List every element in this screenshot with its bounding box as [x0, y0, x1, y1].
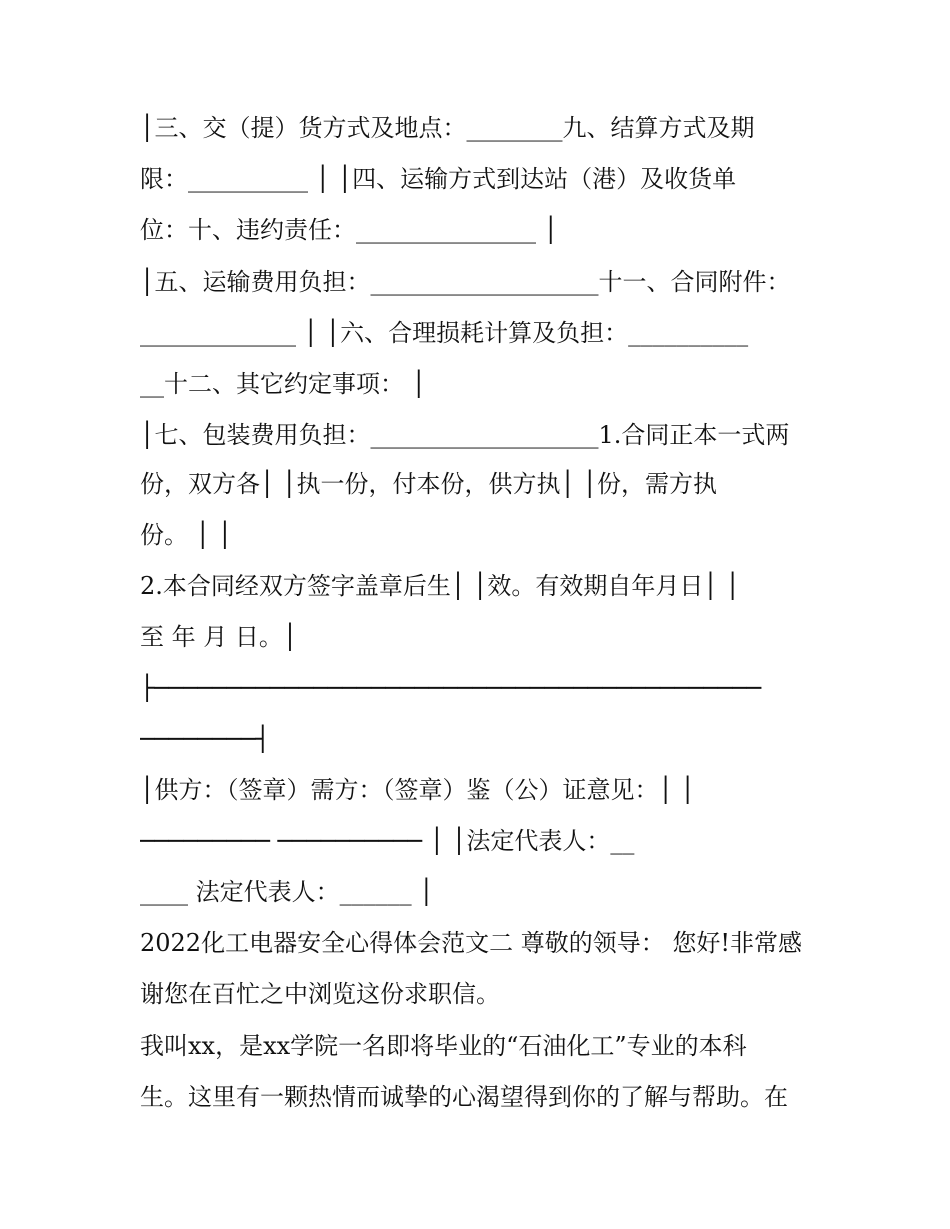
- text-line: _____________ │ │六、合理损耗计算及负担：__________: [140, 319, 749, 347]
- text-line: ____ 法定代表人：______ │: [140, 878, 434, 906]
- text-line: 限：__________ │ │四、运输方式到达站（港）及收货单: [140, 165, 737, 193]
- text-line: 份，双方各│ │执一份，付本份，供方执│ │份，需方执: [140, 470, 718, 498]
- text-line: │五、运输费用负担：___________________十一、合同附件：: [140, 268, 791, 296]
- text-line: 位：十、违约责任：_______________ │: [140, 216, 559, 244]
- text-line: 份。 │ │: [140, 521, 233, 549]
- text-line: 至 年 月 日。│: [140, 623, 298, 651]
- text-line: │供方：（签章）需方：（签章）鉴（公）证意见：│ │: [140, 776, 695, 804]
- paragraph-line: 谢您在百忙之中浏览这份求职信。: [140, 980, 500, 1008]
- text-line: __十二、其它约定事项： │: [140, 370, 427, 398]
- text-line: │三、交（提）货方式及地点：________九、结算方式及期: [140, 114, 755, 142]
- table-border-line: ────────┤: [140, 725, 271, 753]
- paragraph-line: 生。这里有一颗热情而诚挚的心渴望得到你的了解与帮助。在: [140, 1083, 788, 1111]
- table-border-line: ├──────────────────────────────────────────: [140, 674, 762, 702]
- text-line: │七、包装费用负担：___________________1.合同正本一式两: [140, 421, 790, 449]
- paragraph-line: 2022化工电器安全心得体会范文二 尊敬的领导： 您好!非常感: [140, 929, 802, 957]
- text-line: ───────── ────────── │ │法定代表人：__: [140, 827, 635, 855]
- paragraph-line: 我叫xx，是xx学院一名即将毕业的“石油化工”专业的本科: [140, 1032, 747, 1060]
- text-line: 2.本合同经双方签字盖章后生│ │效。有效期自年月日│ │: [140, 572, 740, 600]
